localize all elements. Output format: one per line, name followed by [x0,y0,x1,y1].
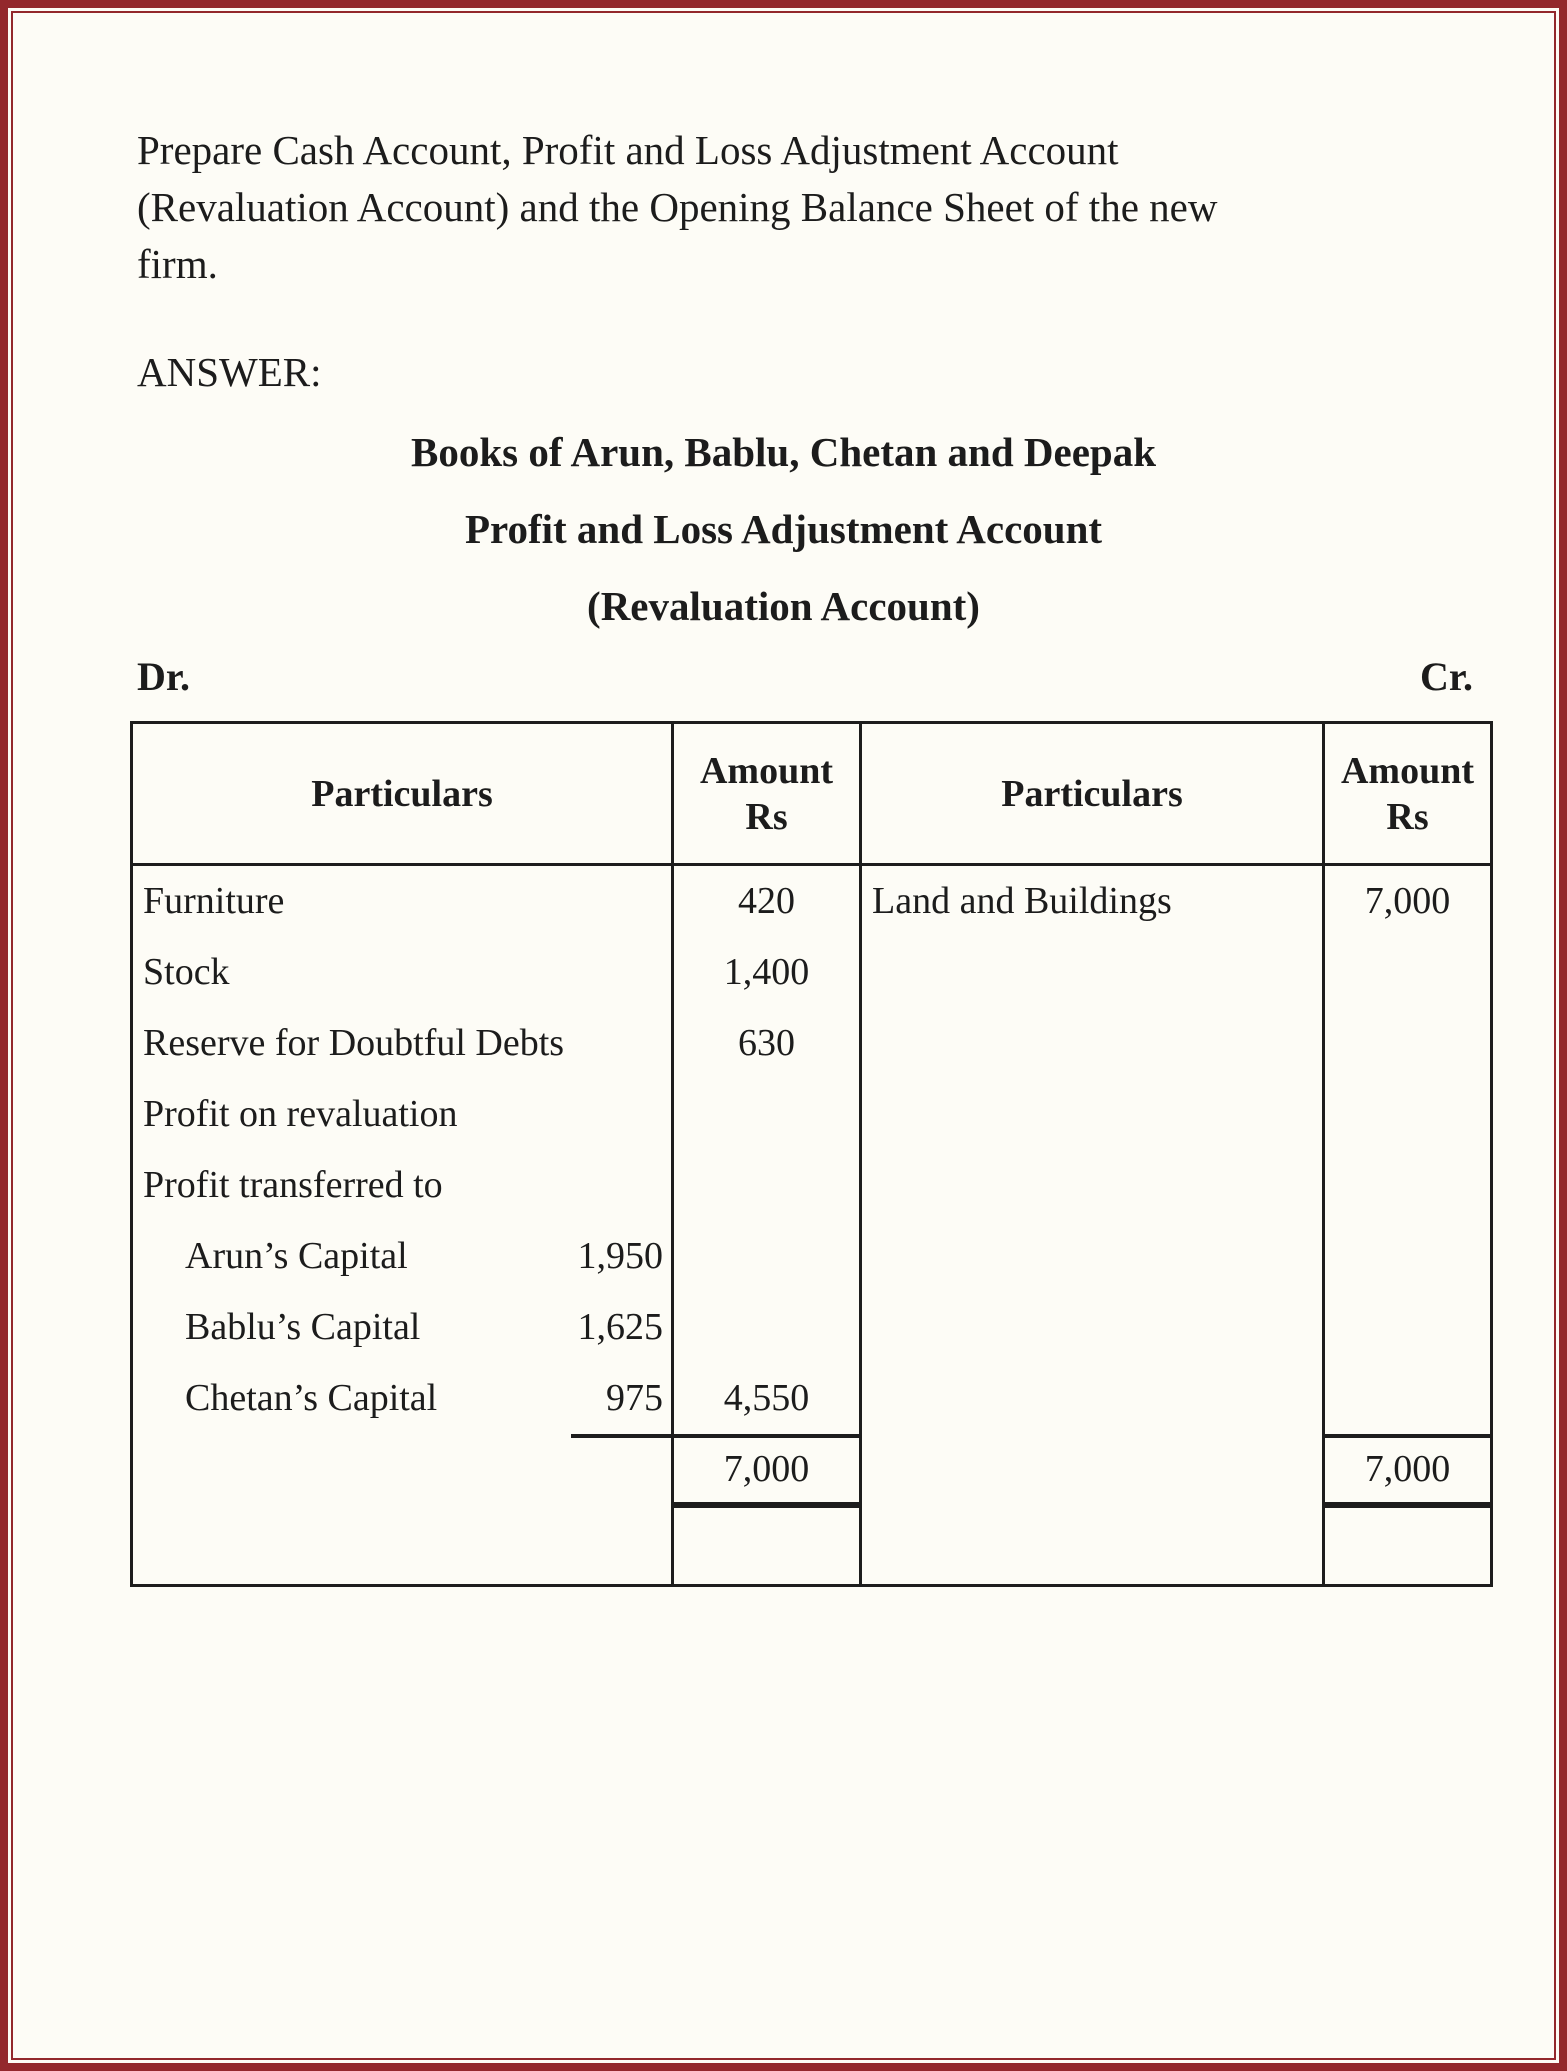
debit-row-amount: 1,400 [723,951,810,993]
account-subtitle: (Revaluation Account) [587,583,980,629]
credit-empty-line [862,1150,1322,1221]
credit-empty-line [862,1363,1322,1434]
credit-amount-column [1325,866,1490,1584]
book-title: Books of Arun, Bablu, Chetan and Deepak [410,429,1157,475]
debit-row-label: Stock [143,951,230,993]
credit-side-label: Cr. [1420,654,1473,699]
account-title: Profit and Loss Adjustment Account [464,506,1103,552]
credit-row-amount: 7,000 [1364,880,1451,922]
header-credit-particulars [862,724,1325,866]
credit-total-amount: 7,000 [1325,1434,1490,1502]
question-line-2: (Revaluation Account) and the Opening Balance Sheet of the new firm. [137,184,1218,287]
credit-empty-line [1325,1008,1490,1079]
header-label: Amount [699,749,834,792]
question-text [137,122,1277,293]
capital-label: Chetan’s Capital [185,1377,438,1419]
capital-label: Arun’s Capital [185,1235,408,1277]
debit-row-amount: 4,550 [723,1377,810,1419]
headings [0,428,1567,659]
credit-empty-line [1325,1079,1490,1150]
credit-empty-line [1325,1292,1490,1363]
debit-side-label: Dr. [137,654,190,699]
debit-row-amount: 630 [738,1022,795,1064]
debit-capital-row [133,1363,671,1434]
credit-particulars-column [862,866,1325,1584]
header-currency-label: Rs [1386,795,1429,838]
debit-total-double-rule [674,1502,859,1508]
debit-row-label: Reserve for Doubtful Debts [143,1022,565,1064]
credit-empty-line [862,1008,1322,1079]
debit-row-label: Furniture [143,880,285,922]
capital-inner-amount: 1,625 [577,1306,663,1348]
debit-row-amount [674,1292,859,1363]
debit-total-amount: 7,000 [674,1434,859,1502]
header-label: Particulars [311,772,493,815]
credit-empty-line [1325,1221,1490,1292]
debit-capital-row [133,1221,671,1292]
header-debit-amount [674,724,862,866]
credit-empty-line [862,937,1322,1008]
debit-row-amount [674,1221,859,1292]
header-credit-amount [1325,724,1490,866]
header-label: Particulars [1001,772,1183,815]
capital-inner-amount: 975 [606,1377,663,1419]
debit-row-amount: 420 [738,880,795,922]
answer-label: ANSWER: [137,349,322,395]
credit-empty-line [862,1079,1322,1150]
capital-label: Bablu’s Capital [185,1306,421,1348]
revaluation-account-table [130,721,1493,1587]
credit-empty-line [862,1292,1322,1363]
debit-capital-row [133,1292,671,1363]
dr-cr-row [137,655,1473,699]
question-line-1: Prepare Cash Account, Profit and Loss Adjustment Account [137,127,1119,173]
debit-row-label: Profit transferred to [143,1164,443,1206]
header-currency-label: Rs [745,795,788,838]
credit-empty-line [1325,937,1490,1008]
debit-amount-column [674,866,862,1584]
header-label: Amount [1340,749,1475,792]
debit-row-label: Profit on revaluation [143,1093,458,1135]
credit-empty-line [862,1221,1322,1292]
credit-empty-line [1325,1363,1490,1434]
credit-total-double-rule [1325,1502,1490,1508]
header-debit-particulars [133,724,674,866]
debit-row-amount [674,1150,859,1221]
capital-inner-amount: 1,950 [577,1235,663,1277]
debit-particulars-column [133,866,674,1584]
credit-row-label: Land and Buildings [872,880,1172,922]
inner-amount-subtotal-rule [571,1434,671,1438]
debit-row-amount [674,1079,859,1150]
credit-empty-line [1325,1150,1490,1221]
